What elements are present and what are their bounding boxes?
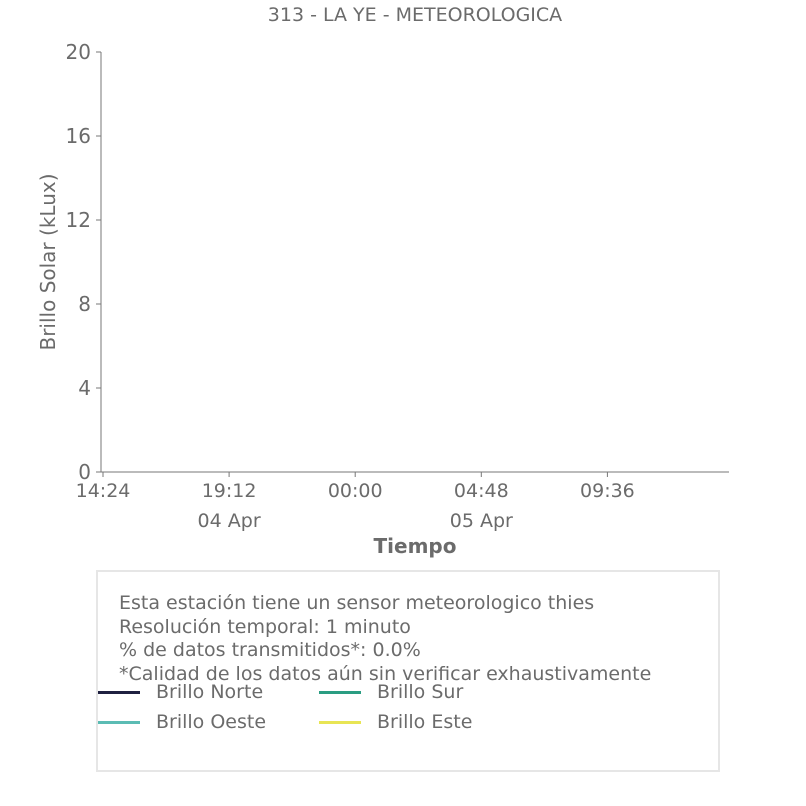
x-tick-label: 14:24 <box>75 480 131 502</box>
x-tick-label: 04:48 <box>453 480 509 502</box>
legend-label: Brillo Oeste <box>156 711 267 733</box>
y-tick-label: 4 <box>78 376 91 400</box>
legend-label: Brillo Este <box>377 711 473 733</box>
info-box <box>96 570 720 772</box>
legend-item-brillo-oeste <box>98 710 266 734</box>
info-sensor-text: Esta estación tiene un sensor meteorologico thies <box>119 592 595 614</box>
y-axis-label: Brillo Solar (kLux) <box>36 173 60 351</box>
legend-item-brillo-sur <box>319 680 463 704</box>
legend-swatch <box>319 721 361 724</box>
y-tick-label: 16 <box>65 124 91 148</box>
x-tick-label: 00:00 <box>327 480 383 502</box>
x-date-label: 04 Apr <box>197 510 261 532</box>
info-resolution-text: Resolución temporal: 1 minuto <box>119 616 411 638</box>
y-tick-label: 20 <box>65 40 91 64</box>
legend-label: Brillo Sur <box>377 681 464 703</box>
y-tick-label: 8 <box>78 292 91 316</box>
y-tick-label: 12 <box>65 208 91 232</box>
legend-item-brillo-norte <box>98 680 263 704</box>
y-tick-label: 0 <box>78 460 91 484</box>
x-date-label: 05 Apr <box>449 510 513 532</box>
legend-item-brillo-este <box>319 710 472 734</box>
x-tick-label: 19:12 <box>201 480 257 502</box>
y-ticks <box>66 40 101 484</box>
legend-swatch <box>319 691 361 694</box>
x-axis-label: Tiempo <box>373 534 457 558</box>
x-ticks <box>76 472 635 532</box>
x-tick-label: 09:36 <box>580 480 635 502</box>
info-quality-text: *Calidad de los datos aún sin verificar exhaustivamente <box>119 663 652 685</box>
info-transmitted-text: % de datos transmitidos*: 0.0% <box>119 639 421 661</box>
legend-swatch <box>98 721 140 724</box>
legend-swatch <box>98 691 140 694</box>
chart-title: 313 - LA YE - METEOROLOGICA <box>267 4 563 26</box>
legend-label: Brillo Norte <box>156 681 264 703</box>
